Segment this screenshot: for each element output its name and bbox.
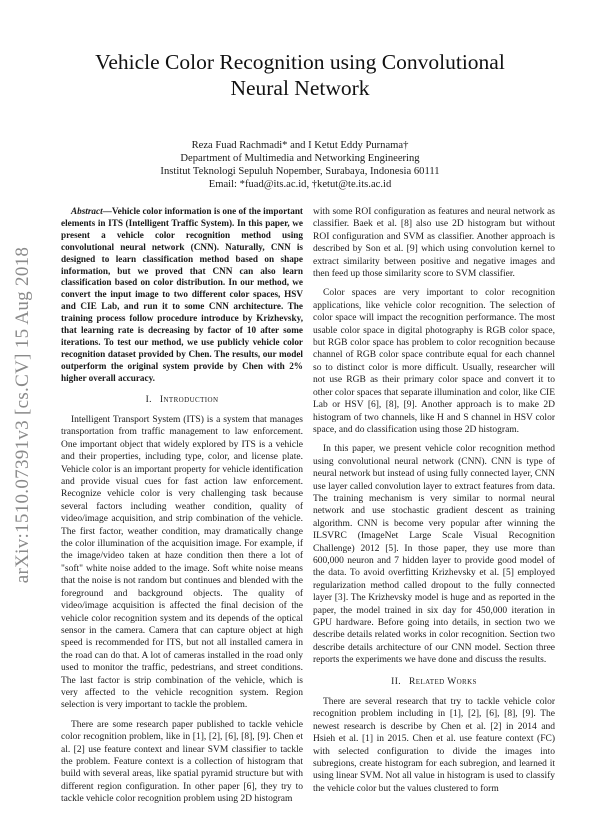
paragraph: Color spaces are very important to color recognition applications, like vehicle color recognition. The selection of color space will impact the recognition performance. The most usable color space in digital photography is RGB color space, but RGB color space has problem to color recognition because channel of RGB color space contribute equal for each channel so to distinct color is more difficult. Usually, researcher will not use RGB as their primary color space and convert it to other color spaces that separate illumination and color, like CIE Lab or HSV [6], [8], [9]. Another approach is to make 2D histogram of two channels, like H and S channel in HSV color space, and do classification using those 2D histogram. [313, 288, 555, 435]
paragraph: There are some research paper published to tackle vehicle color recognition problem, like in [1], [2], [6], [8], [9]. Chen et al. [2] use feature context and linear SVM classifier to tackle the problem. Feature context is a collection of histogram that build with several areas, like spatial pyramid structure but with different region configuration. In other paper [6], they try to tackle vehicle color recognition problem using 2D histogram [61, 719, 303, 805]
arxiv-identifier: arXiv:1510.07391v3 [cs.CV] 15 Aug 2018 [12, 246, 33, 584]
abstract-text: —Vehicle color information is one of the important elements in ITS (Intelligent Traffic System). In this paper, we present a vehicle color recognition method using convolutional neural network (CNN). Naturally, CNN is designed to learn classification method based on shape information, but we proved that CNN can also learn classification based on color distribution. In our method, we convert the input image to two different color spaces, HSV and CIE Lab, and run it to some CNN architecture. The training process follow procedure introduce by Krizhevsky, that learning rate is decreasing by factor of 10 after some iterations. To test our method, we use publicly vehicle color recognition dataset provided by Chen. The results, our model outperform the original system provide by Chen with 2% higher overall accuracy. [61, 206, 303, 383]
left-column [61, 206, 303, 813]
arxiv-stamp [8, 200, 38, 630]
author-names: Reza Fuad Rachmadi* and I Ketut Eddy Purnama† [191, 140, 409, 151]
author-block [70, 139, 530, 191]
section-heading-introduction [61, 394, 303, 406]
section-title: Introduction [159, 394, 219, 405]
section-heading-related-works [313, 676, 555, 688]
section-number: I. [145, 394, 152, 405]
paragraph: There are several research that try to tackle vehicle color recognition problem including in [1], [2], [6], [8], [9]. The newest research is describe by Chen et al. [2] in 2014 and Hsieh et al. [1] in 2015. Chen et al. use feature context (FC) with selected configuration to divide the images into subregions, create histogram for each subregion, and learned it using linear SVM. Not all value in histogram is used to classify the vehicle color but the values clustered to form [313, 697, 555, 794]
paragraph: In this paper, we present vehicle color recognition method using convolutional neural network (CNN). CNN is type of neural network but instead of using fully connected layer, CNN use layer called convolution layer to extract features from data. The training mechanism is very similar to normal neural network and use stochastic gradient descent as training algorithm. CNN is become very popular after winning the ILSVRC (ImageNet Large Scale Visual Recognition Challenge) 2012 [5]. In those paper, they use more than 600,000 neuron and 7 hidden layer to provide good model of the data. To avoid overfitting Krizhevsky et al. [5] employed regularization method called dropout to the fully connected layer [3]. The Krizhevsky model is huge and as reported in the paper, the model trained in six day for 450,000 iteration in GPU hardware. Before going into details, in section two we describe details related works in color recognition. Section two describe details architecture of our CNN model. Section three reports the experiments we have done and discuss the results. [313, 444, 555, 666]
section-number: II. [391, 676, 402, 687]
author-institute: Institut Teknologi Sepuluh Nopember, Surabaya, Indonesia 60111 [160, 166, 440, 177]
paragraph: with some ROI configuration as features and neural network as classifier. Baek et al. [8] also use 2D histogram but without ROI configuration and SVM as classifier. Another approach is described by Son et al. [9] which using convolution kernel to extract similarity between positive and negative images and then feed up those similarity score to SVM classifier. [313, 207, 555, 280]
author-email: Email: *fuad@its.ac.id, †ketut@te.its.ac.id [208, 179, 392, 190]
right-column [313, 206, 555, 802]
abstract-label: Abstract [71, 206, 103, 216]
paragraph: Intelligent Transport System (ITS) is a system that manages transportation from traffic management to law enforcement. One important object that widely explored by ITS is a vehicle and their properties, including type, color, and license plate. Vehicle color is an important property for vehicle identification and provide visual cues for fast action law enforcement. Recognize vehicle color is very challenging task because several factors including weather condition, quality of video/image acquisition, and strip combination of the vehicle. The first factor, weather condition, may dramatically change the color illumination of the acquisition image. For example, if the image/video taken at haze condition then there a lot of "soft" white noise added to the image. Soft white noise means that the noise is not random but continues and blended with the foreground and background objects. The quality of video/image acquisition is affected the final decision of the vehicle color recognition system and its depends of the optical sensor in the camera. Camera that can capture object at high speed is recommended for ITS, but not all installed camera in the road can do that. A lot of cameras installed in the road only used to monitor the traffic, pedestrians, and street conditions. The last factor is strip combination of the vehicle, which is very affected to the vehicle recognition system. Region selection is very important to tackle the problem. [61, 415, 303, 711]
section-title: Related Works [409, 676, 477, 687]
author-department: Department of Multimedia and Networking Engineering [180, 153, 420, 164]
paper-title: Vehicle Color Recognition using Convolutional Neural Network [95, 50, 505, 100]
abstract [61, 206, 303, 385]
